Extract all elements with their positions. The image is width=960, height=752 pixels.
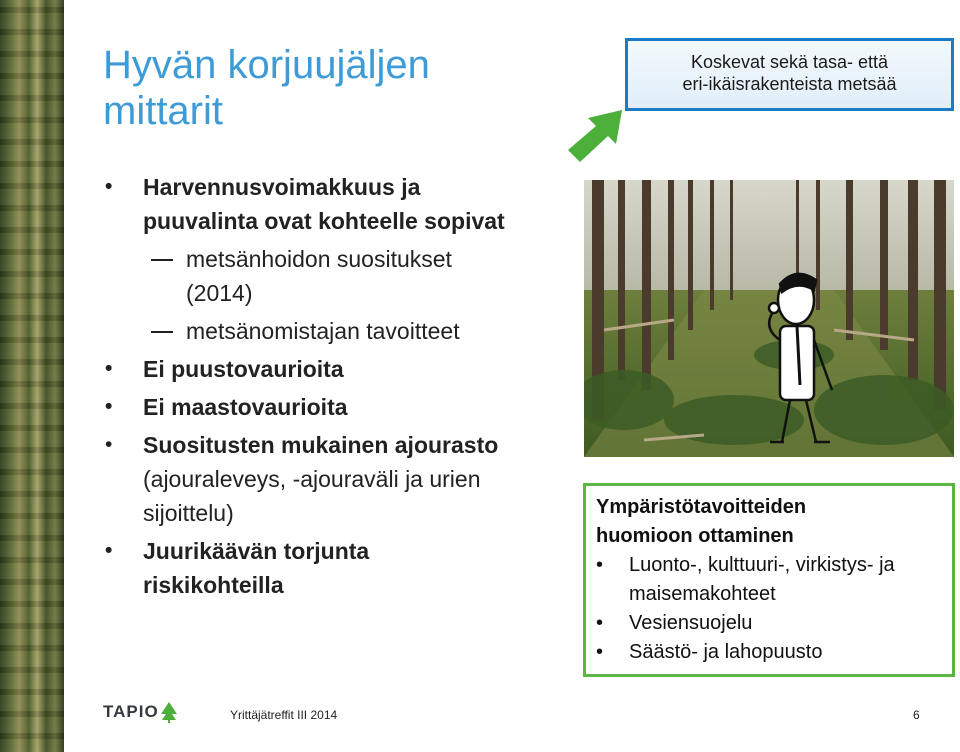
slide-title bbox=[103, 42, 523, 134]
tree-icon bbox=[159, 701, 179, 723]
bullet-text: Harvennusvoimakkuus ja bbox=[143, 174, 421, 200]
bullet-dot: • bbox=[105, 539, 113, 562]
sub-bullet-recommendations bbox=[105, 242, 575, 310]
infobox-item-text: maisemakohteet bbox=[629, 583, 776, 605]
decorative-forest-strip bbox=[0, 0, 64, 752]
bullet-dot: • bbox=[105, 433, 113, 456]
bullet-text: puuvalinta ovat kohteelle sopivat bbox=[143, 208, 505, 234]
bullet-text: Ei puustovaurioita bbox=[143, 356, 344, 382]
tapio-logo bbox=[103, 701, 179, 723]
forest-photo bbox=[584, 180, 954, 457]
sub-bullet-text: metsänomistajan tavoitteet bbox=[186, 318, 460, 344]
infobox-item bbox=[596, 551, 942, 609]
bullet-dot: • bbox=[105, 395, 113, 418]
infobox-item-text: Vesiensuojelu bbox=[629, 612, 753, 634]
bullet-text: Ei maastovaurioita bbox=[143, 394, 348, 420]
footer-event: Yrittäjätreffit III 2014 bbox=[230, 708, 338, 722]
bullet-strip-road-network bbox=[105, 428, 575, 530]
bullet-text: Suositusten mukainen ajourasto bbox=[143, 432, 499, 458]
bullet-root-rot-control bbox=[105, 534, 575, 602]
bullet-dot: • bbox=[596, 554, 604, 576]
bullet-dot: • bbox=[105, 357, 113, 380]
bullet-thinning bbox=[105, 170, 575, 238]
bullet-text: riskikohteilla bbox=[143, 572, 284, 598]
callout-text: Koskevat sekä tasa- että bbox=[690, 52, 889, 72]
bullet-no-terrain-damage bbox=[105, 390, 575, 424]
infobox-item-text: Luonto-, kulttuuri-, virkistys- ja bbox=[629, 554, 895, 576]
dash-marker bbox=[151, 259, 173, 261]
sub-bullet-text: metsänhoidon suositukset bbox=[186, 246, 452, 272]
bullet-text: (ajouraleveys, -ajouraväli ja urien bbox=[143, 466, 481, 492]
bullet-dot: • bbox=[596, 612, 604, 634]
bullet-dot: • bbox=[596, 641, 604, 663]
bullet-list bbox=[105, 170, 575, 602]
bullet-no-tree-damage bbox=[105, 352, 575, 386]
bullet-text: sijoittelu) bbox=[143, 500, 234, 526]
page-number: 6 bbox=[913, 708, 920, 722]
bullet-dot: • bbox=[105, 175, 113, 198]
bullet-text: Juurikäävän torjunta bbox=[143, 538, 370, 564]
dash-marker bbox=[151, 331, 173, 333]
infobox-item bbox=[596, 609, 942, 638]
title-line-1: Hyvän korjuujäljen bbox=[103, 43, 430, 87]
sub-bullet-owner-goals bbox=[105, 314, 575, 348]
infobox-item-text: Säästö- ja lahopuusto bbox=[629, 641, 823, 663]
arrow-up-right-icon bbox=[566, 108, 626, 166]
infobox-heading: huomioon ottaminen bbox=[596, 525, 794, 547]
environment-goals-box bbox=[583, 483, 955, 677]
sub-bullet-text: (2014) bbox=[186, 280, 253, 306]
logo-text: TAPIO bbox=[103, 702, 159, 721]
title-line-2: mittarit bbox=[103, 89, 223, 133]
callout-box bbox=[625, 38, 954, 111]
callout-text: eri-ikäisrakenteista metsää bbox=[682, 74, 897, 94]
infobox-heading: Ympäristötavoitteiden bbox=[596, 496, 807, 518]
infobox-item bbox=[596, 638, 942, 667]
